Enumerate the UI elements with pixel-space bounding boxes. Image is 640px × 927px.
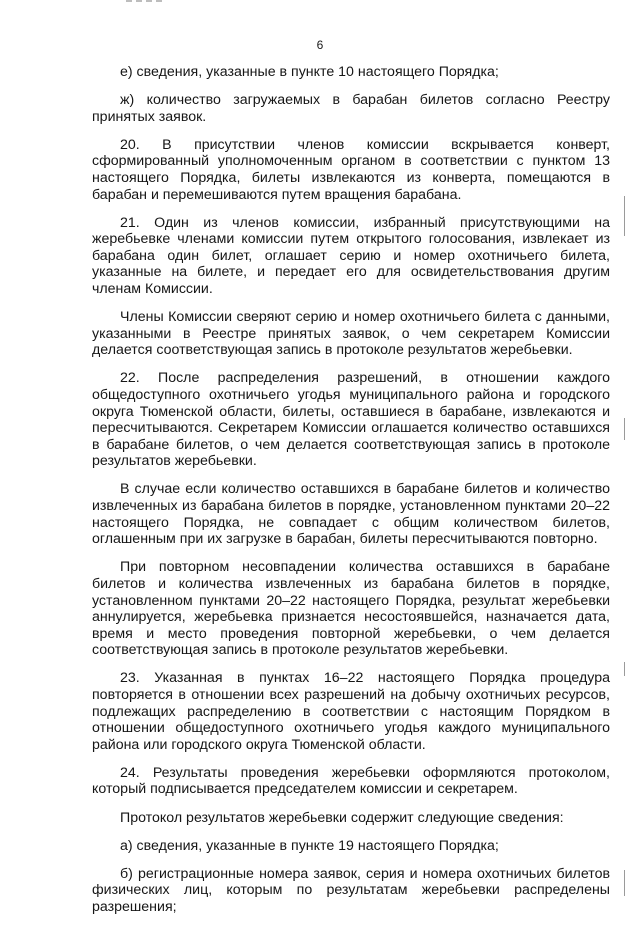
page-number: 6 bbox=[316, 38, 324, 52]
paragraph-23: 23. Указанная в пунктах 16–22 настоящего Порядка процедура повторяется в отношении всех разрешений на добычу охотничьих ресурсов, подлежащих распределению в соответствии с настоящим Порядком в отношении общедоступного охотничьего угодья каждого муниципального района или городского округа Тюменской области. bbox=[92, 670, 610, 753]
scan-artifact-edge bbox=[624, 418, 625, 440]
paragraph-22: 22. После распределения разрешений, в отношении каждого общедоступного охотничьего угодья муниципального района и городского округа Тюменской области, билеты, оставшиеся в барабане, извлекаются и пересчитываются. Секретарем Комиссии оглашается количество оставшихся в барабане билетов, о чем делается соответствующая запись в протоколе результатов жеребьевки. bbox=[92, 370, 610, 470]
scan-artifact-top bbox=[126, 0, 166, 2]
paragraph-item-b: б) регистрационные номера заявок, серия и номера охотничьих билетов физических лиц, которым по результатам жеребьевки распределены разрешения; bbox=[92, 865, 610, 915]
scan-artifact-edge bbox=[624, 662, 625, 676]
scan-artifact-edge bbox=[624, 870, 625, 896]
paragraph-item-a: а) сведения, указанные в пункте 19 настоящего Порядка; bbox=[120, 837, 499, 854]
scan-artifact-edge bbox=[624, 196, 625, 236]
paragraph-item-e: е) сведения, указанные в пункте 10 настоящего Порядка; bbox=[120, 64, 499, 80]
paragraph-item-zh: ж) количество загружаемых в барабан билетов согласно Реестру принятых заявок. bbox=[92, 92, 610, 125]
paragraph-22-repeat-mismatch: При повторном несовпадении количества оставшихся в барабане билетов и количества извлеченных из барабана билетов в порядке, установленном пунктами 20–22 настоящего Порядка, результат жеребьевки аннулируется, жеребьевка признается несостоявшейся, назначается дата, время и место проведения повторной жеребьевки, о чем делается соответствующая запись в протоколе результатов жеребьевки. bbox=[92, 559, 610, 659]
paragraph-21-continued: Члены Комиссии сверяют серию и номер охотничьего билета с данными, указанными в Реестре принятых заявок, о чем секретарем Комиссии делается соответствующая запись в протоколе результатов жеребьевки. bbox=[92, 309, 610, 359]
paragraph-protocol-contents: Протокол результатов жеребьевки содержит следующие сведения: bbox=[120, 809, 564, 826]
paragraph-20: 20. В присутствии членов комиссии вскрывается конверт, сформированный уполномоченным органом в соответствии с пунктом 13 настоящего Порядка, билеты извлекаются из конверта, помещаются в барабан и перемешиваются путем вращения барабана. bbox=[92, 136, 610, 203]
paragraph-21: 21. Один из членов комиссии, избранный присутствующими на жеребьевке членами комиссии путем открытого голосования, извлекает из барабана один билет, оглашает серию и номер охотничьего билета, указанные на билете, и передает его для освидетельствования другим членам Комиссии. bbox=[92, 214, 610, 298]
paragraph-24: 24. Результаты проведения жеребьевки оформляются протоколом, который подписывается председателем комиссии и секретарем. bbox=[92, 764, 610, 798]
document-body bbox=[92, 64, 610, 927]
paragraph-22-mismatch: В случае если количество оставшихся в барабане билетов и количество извлеченных из барабана билетов в порядке, установленном пунктами 20–22 настоящего Порядка, не совпадает с общим количеством билетов, оглашенным при их загрузке в барабан, билеты пересчитываются повторно. bbox=[92, 481, 610, 548]
